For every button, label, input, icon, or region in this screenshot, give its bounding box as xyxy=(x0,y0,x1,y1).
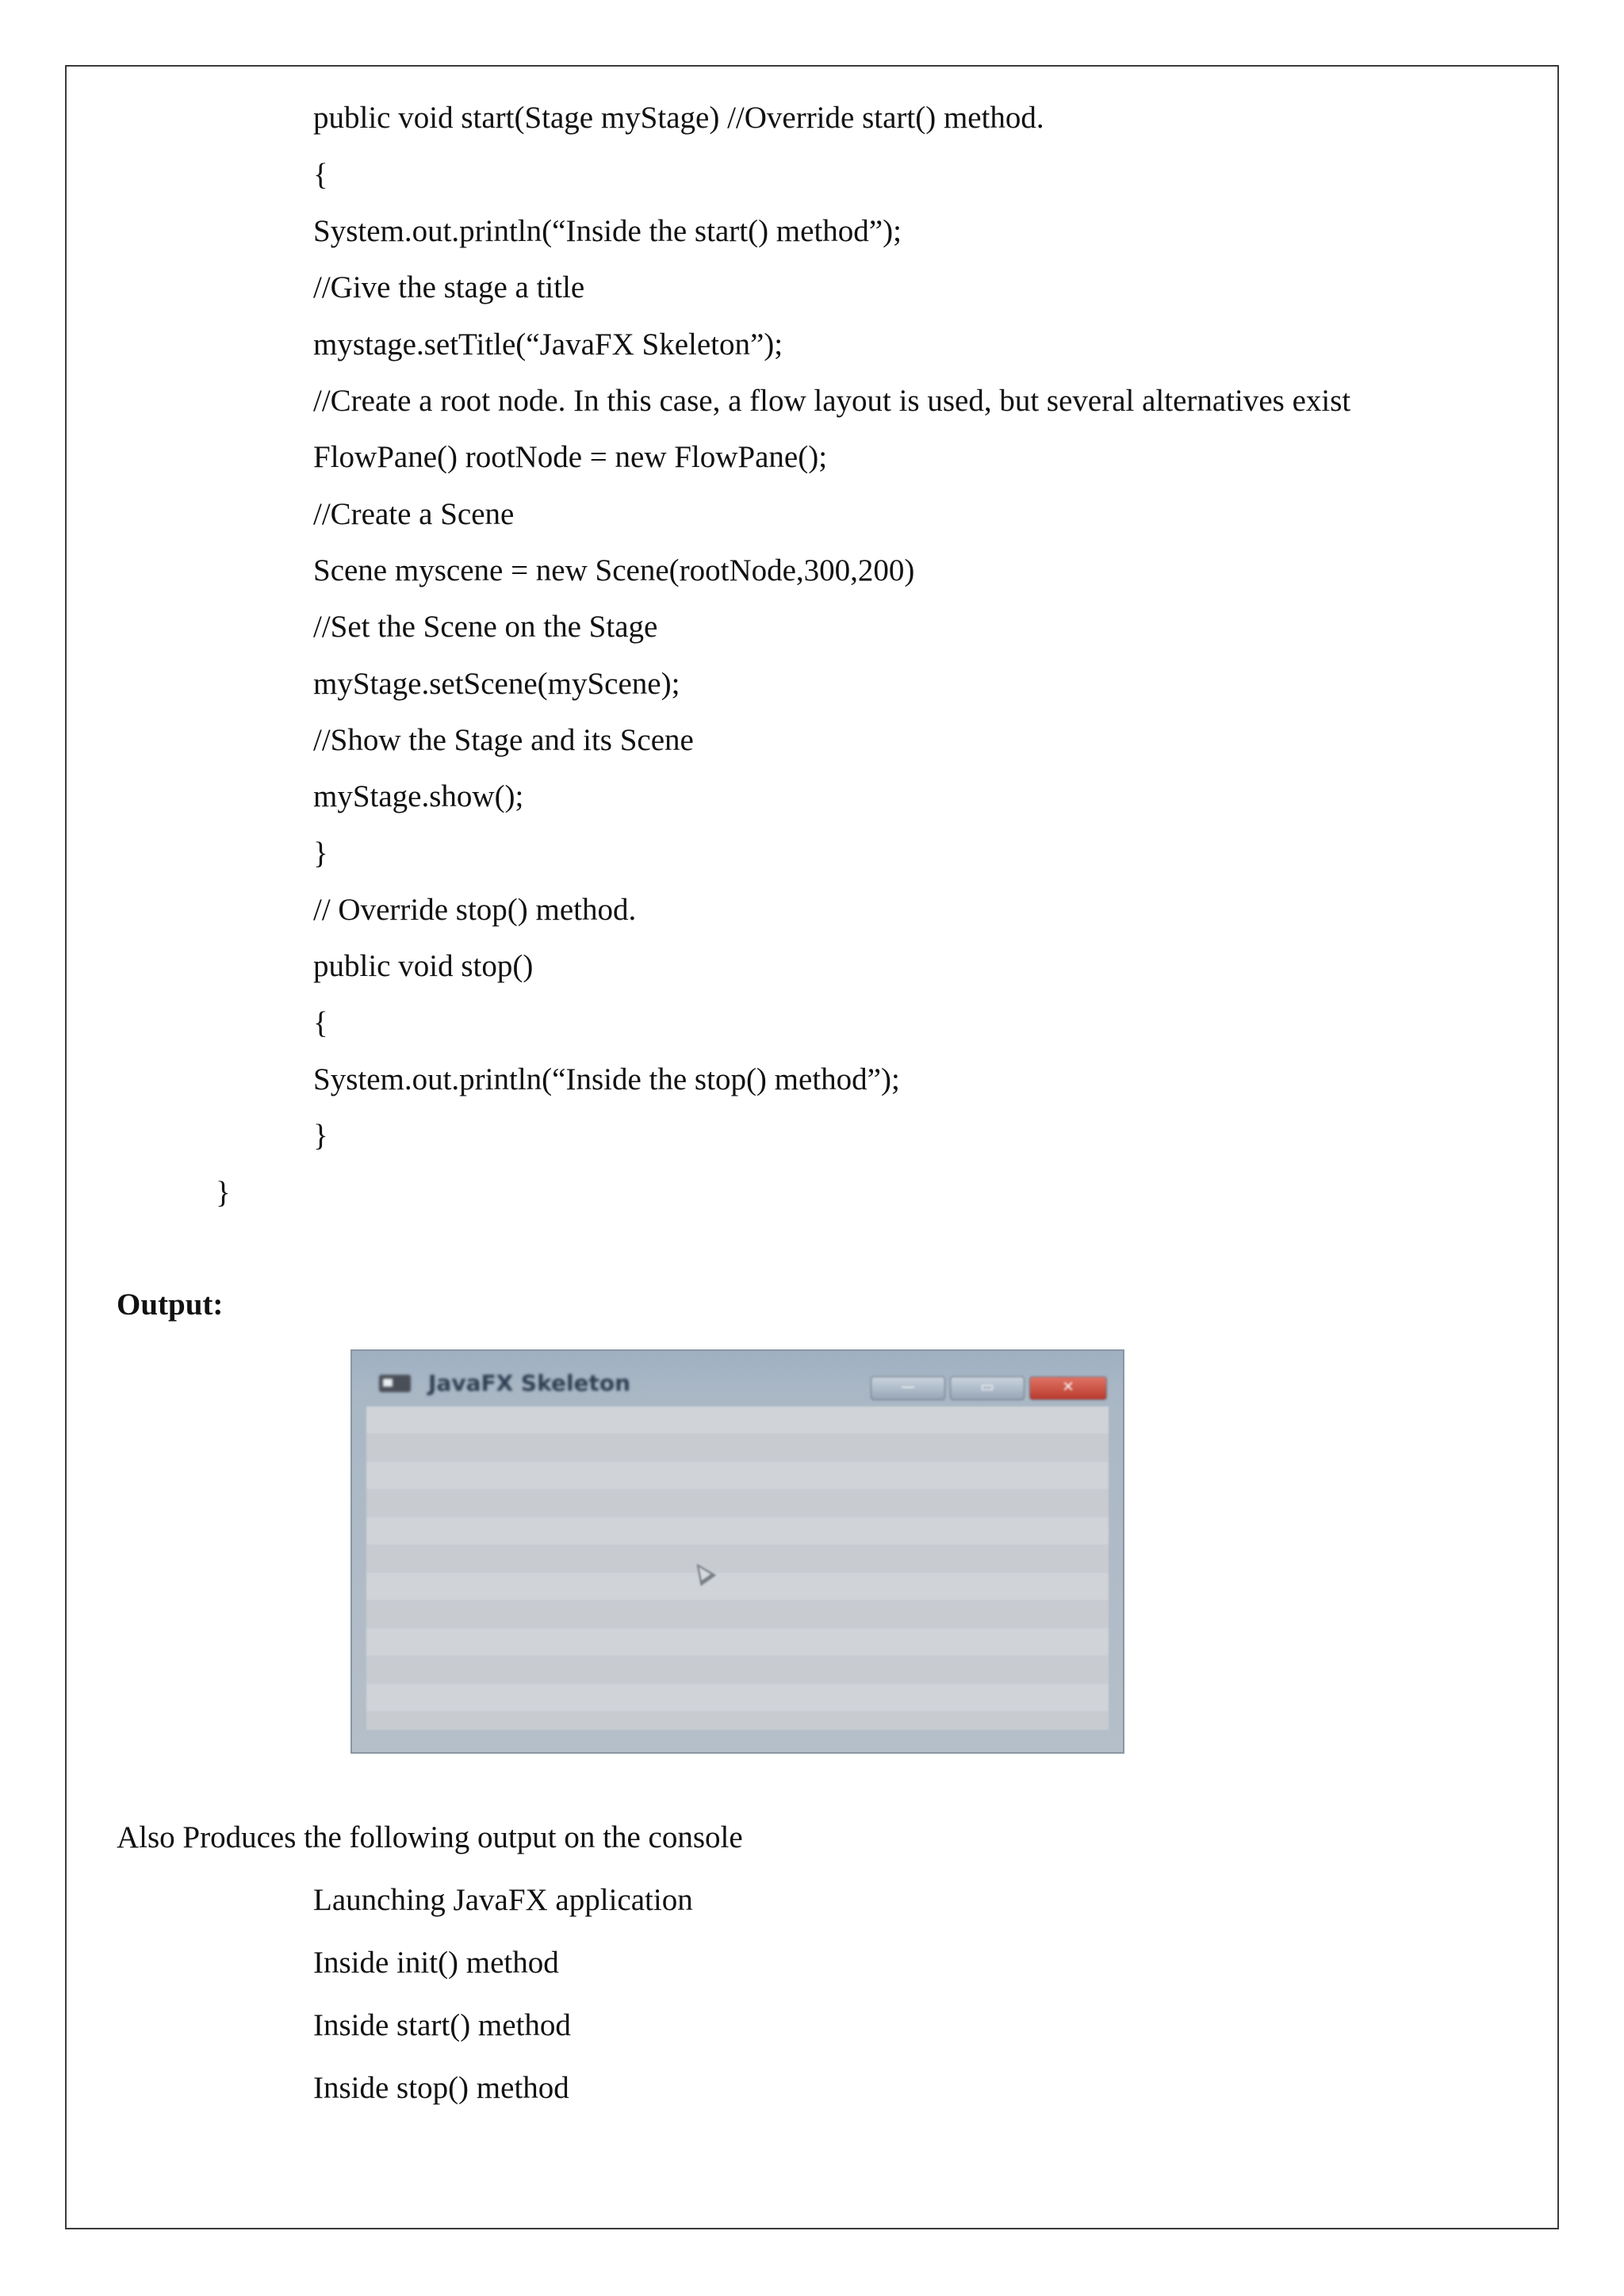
code-line: { xyxy=(313,1006,328,1040)
code-line: //Create a Scene xyxy=(313,497,515,531)
maximize-button[interactable] xyxy=(950,1376,1025,1400)
closing-brace: } xyxy=(216,1176,231,1210)
window-title: JavaFX Skeleton xyxy=(428,1370,631,1396)
code-line: // Override stop() method. xyxy=(313,893,637,927)
console-line: Inside stop() method xyxy=(313,2071,569,2105)
window-client-area[interactable] xyxy=(366,1406,1109,1730)
code-line: Scene myscene = new Scene(rootNode,300,200) xyxy=(313,553,915,587)
console-line: Inside start() method xyxy=(313,2008,571,2042)
output-heading: Output: xyxy=(117,1288,224,1322)
window-titlebar xyxy=(355,1353,1120,1408)
close-button[interactable] xyxy=(1029,1376,1107,1400)
code-line: //Set the Scene on the Stage xyxy=(313,610,658,644)
output-screenshot xyxy=(350,1349,1124,1754)
code-line: } xyxy=(313,1119,328,1153)
close-icon: ✕ xyxy=(1062,1379,1074,1395)
code-line: mystage.setTitle(“JavaFX Skeleton”); xyxy=(313,327,783,362)
code-line: System.out.println(“Inside the stop() method”); xyxy=(313,1062,900,1096)
code-line: } xyxy=(313,836,328,871)
code-line: public void start(Stage myStage) //Override start() method. xyxy=(313,101,1044,135)
code-line: { xyxy=(313,158,328,192)
app-icon xyxy=(379,1375,411,1392)
minimize-button[interactable] xyxy=(871,1376,945,1400)
code-line: myStage.show(); xyxy=(313,779,524,813)
console-line: Inside init() method xyxy=(313,1946,559,1980)
code-line: //Show the Stage and its Scene xyxy=(313,723,694,757)
code-line: //Give the stage a title xyxy=(313,270,585,304)
minimize-icon: — xyxy=(901,1379,915,1395)
code-line: public void stop() xyxy=(313,949,534,983)
code-line: System.out.println(“Inside the start() method”); xyxy=(313,214,902,248)
code-line: myStage.setScene(myScene); xyxy=(313,667,680,701)
console-line: Launching JavaFX application xyxy=(313,1883,693,1917)
code-line: FlowPane() rootNode = new FlowPane(); xyxy=(313,440,828,474)
maximize-icon: ▭ xyxy=(980,1379,994,1395)
code-line: //Create a root node. In this case, a flow layout is used, but several alternatives exist xyxy=(313,384,1351,418)
console-intro: Also Produces the following output on the console xyxy=(117,1820,743,1854)
